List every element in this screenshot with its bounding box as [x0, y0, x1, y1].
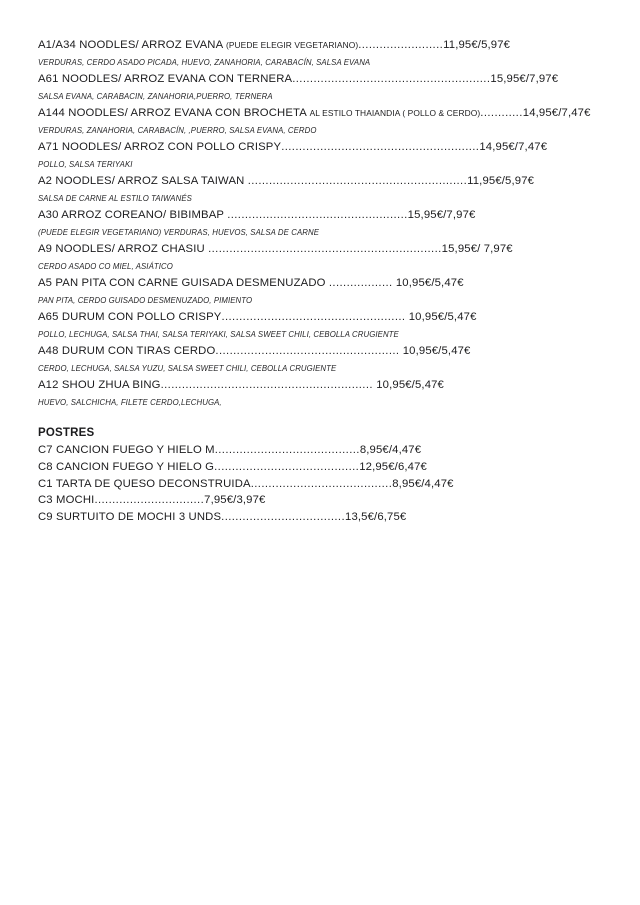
menu-item-line — [38, 343, 614, 360]
menu-item — [38, 207, 614, 241]
item-name: C3 MOCHI — [38, 494, 95, 507]
menu-item — [38, 139, 614, 173]
item-name: C9 SURTUITO DE MOCHI 3 UNDS — [38, 511, 222, 524]
item-price: 10,95€/5,47€ — [399, 345, 471, 357]
dot-leader: ........................................................ — [281, 141, 480, 153]
item-price: 14,95€/7,47€ — [479, 141, 548, 153]
dot-leader: .............................................................. — [247, 175, 468, 187]
menu-item-line — [38, 173, 614, 190]
dot-leader: ................................................... — [227, 209, 408, 221]
item-name: A48 DURUM CON TIRAS CERDO — [38, 345, 216, 357]
dot-leader: .................. — [328, 277, 393, 289]
dot-leader: ............ — [480, 107, 523, 119]
item-price: 10,95€/5,47€ — [392, 277, 464, 289]
item-name: A65 DURUM CON POLLO CRISPY — [38, 311, 222, 323]
menu-item-line — [38, 139, 614, 156]
dot-leader: ......................................... — [214, 460, 360, 473]
menu-item — [38, 105, 614, 139]
item-description: POLLO, SALSA TERIYAKI — [38, 160, 133, 169]
dot-leader: ................................... — [221, 511, 346, 524]
item-price: 15,95€/7,97€ — [490, 73, 559, 85]
item-description: CERDO, LECHUGA, SALSA YUZU, SALSA SWEET CHILI, CEBOLLA CRUGIENTE — [38, 364, 337, 373]
item-description: (PUEDE ELEGIR VEGETARIANO) VERDURAS, HUEVOS, SALSA DE CARNE — [38, 228, 320, 237]
item-price: 8,95€/4,47€ — [359, 444, 422, 456]
menu-item-line — [38, 377, 614, 394]
dessert-line — [38, 459, 614, 476]
menu-item — [38, 173, 614, 207]
dot-leader: ........................................................ — [292, 73, 491, 85]
dot-leader: ............................... — [94, 494, 205, 507]
dessert-line — [38, 476, 614, 493]
item-note: (PUEDE ELEGIR VEGETARIANO) — [225, 40, 359, 50]
desserts-section — [38, 425, 614, 526]
item-name: A61 NOODLES/ ARROZ EVANA CON TERNERA — [38, 73, 293, 85]
item-description: SALSA EVANA, CARABACIN, ZANAHORIA,PUERRO, TERNERA — [38, 92, 273, 101]
item-name: A9 NOODLES/ ARROZ CHASIU — [38, 243, 209, 255]
item-note: AL ESTILO THAIANDIA ( POLLO & CERDO) — [309, 108, 481, 118]
item-name: A2 NOODLES/ ARROZ SALSA TAIWAN — [38, 175, 248, 187]
menu-item — [38, 309, 614, 343]
item-name: A1/A34 NOODLES/ ARROZ EVANA — [38, 39, 226, 51]
dessert-line — [38, 492, 614, 509]
menu-item-line — [38, 71, 614, 88]
menu-item-line — [38, 207, 614, 224]
item-price: 7,95€/3,97€ — [204, 494, 266, 507]
item-price: 11,95€/5,97€ — [443, 39, 511, 51]
dessert-line — [38, 509, 614, 526]
dot-leader: ........................................ — [250, 477, 393, 490]
dot-leader: ............................................................ — [160, 379, 373, 391]
menu-item-line — [38, 241, 614, 258]
item-price: 13,5€/6,75€ — [345, 511, 407, 524]
item-description: PAN PITA, CERDO GUISADO DESMENUZADO, PIMIENTO — [38, 296, 253, 305]
desserts-heading: POSTRES — [38, 427, 95, 439]
item-price: 12,95€/6,47€ — [359, 460, 427, 473]
item-description: VERDURAS, ZANAHORIA, CARABACÍN, ,PUERRO, SALSA EVANA, CERDO — [38, 126, 317, 135]
item-description: CERDO ASADO CO MIEL, ASIÁTICO — [38, 262, 173, 271]
dot-leader: .................................................... — [221, 311, 406, 323]
menu-item — [38, 343, 614, 377]
item-price: 15,95€/ 7,97€ — [441, 243, 513, 255]
dot-leader: ......................................... — [214, 444, 360, 456]
dot-leader: .................................................... — [215, 345, 400, 357]
menu-item — [38, 71, 614, 105]
item-description: POLLO, LECHUGA, SALSA THAI, SALSA TERIYAKI, SALSA SWEET CHILI, CEBOLLA CRUGIENTE — [38, 330, 399, 339]
item-price: 10,95€/5,47€ — [372, 379, 444, 391]
menu-item-line — [38, 37, 614, 54]
item-price: 10,95€/5,47€ — [405, 311, 477, 323]
item-price: 14,95€/7,47€ — [522, 107, 591, 119]
menu-item-line — [38, 309, 614, 326]
item-price: 11,95€/5,97€ — [467, 175, 535, 187]
menu-main-section — [38, 37, 614, 411]
item-description: HUEVO, SALCHICHA, FILETE CERDO,LECHUGA, — [38, 398, 222, 407]
item-name: A71 NOODLES/ ARROZ CON POLLO CRISPY — [38, 141, 282, 153]
menu-item — [38, 377, 614, 411]
menu-item — [38, 241, 614, 275]
menu-item-line — [38, 105, 614, 122]
item-name: A30 ARROZ COREANO/ BIBIMBAP — [38, 209, 228, 221]
item-name: C1 TARTA DE QUESO DECONSTRUIDA — [38, 477, 251, 490]
item-description: SALSA DE CARNE AL ESTILO TAIWANÉS — [38, 194, 192, 203]
menu-item-line — [38, 275, 614, 292]
dot-leader: .................................................................. — [208, 243, 442, 255]
item-name: A5 PAN PITA CON CARNE GUISADA DESMENUZADO — [38, 277, 329, 289]
item-price: 8,95€/4,47€ — [392, 477, 454, 490]
item-name: A12 SHOU ZHUA BING — [38, 379, 161, 391]
dessert-line — [38, 442, 614, 459]
item-name: C7 CANCION FUEGO Y HIELO M — [38, 444, 215, 456]
item-price: 15,95€/7,97€ — [407, 209, 476, 221]
item-description: VERDURAS, CERDO ASADO PICADA, HUEVO, ZANAHORIA, CARABACÍN, SALSA EVANA — [38, 58, 371, 67]
item-name: C8 CANCION FUEGO Y HIELO G — [38, 460, 215, 473]
dot-leader: ........................ — [358, 39, 444, 51]
menu-item — [38, 275, 614, 309]
item-name: A144 NOODLES/ ARROZ EVANA CON BROCHETA — [38, 107, 310, 119]
menu-item — [38, 37, 614, 71]
